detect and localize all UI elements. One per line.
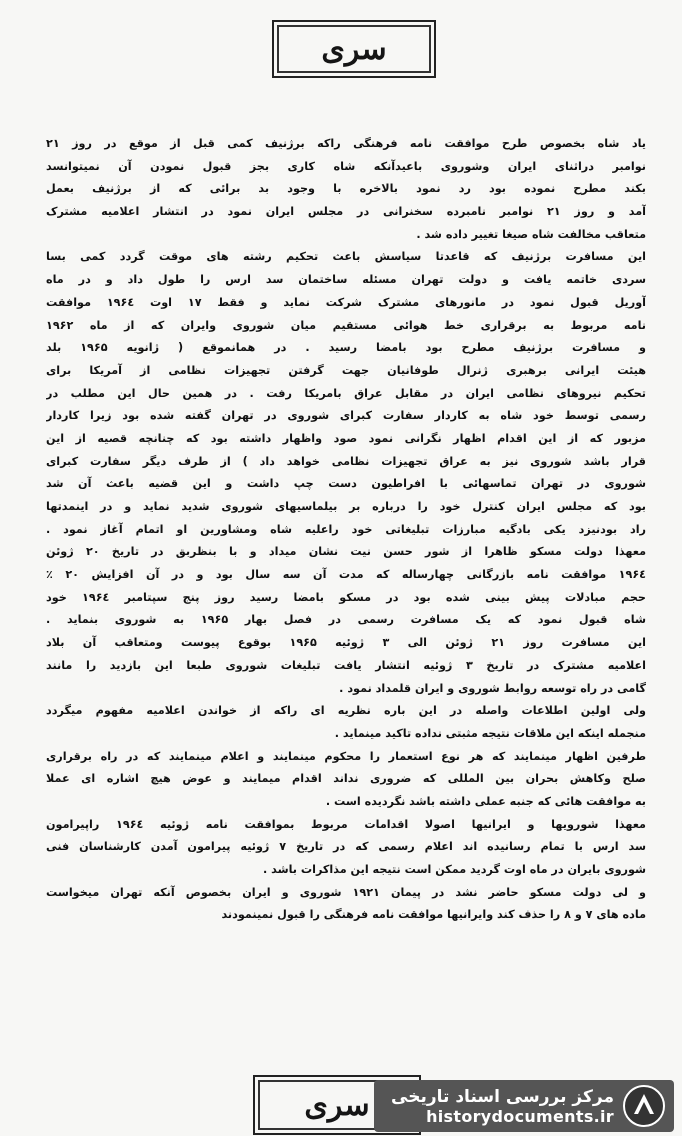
document-line: صلح وکاهش بحران بین المللی که ضروری نداند اقدام میمایند و عوض هیچ اشاره ای عملا <box>46 772 646 786</box>
document-line: ولی اولین اطلاعات واصله در این باره نظریه ای راکه از خواندن اعلامیه مفهوم میگردد <box>46 704 646 718</box>
document-line: آوریل قبول نمود در مانورهای مشترک شرکت نماید و فقط ۱۷ اوت ۱۹۶٤ موافقت <box>46 295 646 309</box>
document-line: ماده های ۷ و ۸ را حذف کند وایرانیها موافقت نامه فرهنگی را قبول نمینمودند <box>221 908 646 922</box>
document-line: بود که مجلس ایران کنترل خود را درباره بر بیلماسیهای شوروی شدید نماید و در اینمدتها <box>46 500 646 513</box>
document-line: شوروی در تهران تماسهائی با افراطیون دست چپ داشت و این قضیه باعث آن شد <box>46 477 646 491</box>
document-line: طرفین اظهار مینمایند که هر نوع استعمار را محکوم مینمایند و اعلام مینمایند که در راه برقراری <box>46 749 646 763</box>
document-line: قرار باشد شوروی نیز به عراق تجهیزات نظامی خواهد داد ) از طرف دیگر سفارت کبرای <box>46 454 646 468</box>
document-body <box>46 133 646 1068</box>
document-line: منجمله اینکه این ملاقات نتیجه مثبتی نداده تاکید مینماید . <box>334 726 646 740</box>
document-line: گامی در راه توسعه روابط شوروی و ایران قلمداد نمود . <box>339 681 646 695</box>
document-line: رسمی توسط خود شاه به کاردار سفارت کبرای شوروی در تهران گفته شده بود زیرا کاردار <box>46 409 646 423</box>
document-line: و مسافرت برژنیف مطرح بود بامضا رسید . در همانموقع ( ژانویه ۱۹۶۵ بلد <box>46 341 646 355</box>
document-line: مزبور که از این اقدام اظهار نگرانی نمود صود واظهار داشته بود که چنانچه قصیه از این <box>46 431 646 445</box>
document-line: یاد شاه بخصوص طرح موافقت نامه فرهنگی راکه برژنیف کمی قبل از موقع در روز ۲۱ <box>46 137 646 150</box>
document-line: شاه قبول نمود که یک مسافرت رسمی در فصل بهار ۱۹۶۵ به شوروی بنماید . <box>46 613 646 627</box>
watermark-url: historydocuments.ir <box>426 1106 614 1126</box>
document-line: معهذا دولت مسکو ظاهرا از شور حسن نیت نشان میداد و با بنظربق در تاریخ ۲۰ ژوئن <box>46 545 646 559</box>
document-line: این مسافرت روز ۲۱ ژوئن الی ۳ ژوئیه ۱۹۶۵ بوقوع پیوست ومتعاقب آن بلاد <box>46 636 646 650</box>
watermark-text <box>391 1087 614 1126</box>
classification-stamp-bottom: سری <box>253 1075 421 1135</box>
watermark-title: مرکز بررسی اسناد تاریخی <box>391 1086 614 1107</box>
document-line: نوامبر دراثنای ایران وشوروی باعیدآنکه شاه کاری بجز قبول نمودن آن نمیتوانسد <box>46 159 646 173</box>
document-line: سد ارس با تمام رسانیده اند اعلام رسمی که در تاریخ ۷ ژوئیه پیرامون آمدن کارشناسان فنی <box>46 840 646 854</box>
document-line: معهذا شورویها و ایرانیها اصولا اقدامات مربوط بموافقت نامه ژوئیه ۱۹۶٤ راپیرامون <box>46 817 646 831</box>
archive-logo-icon <box>622 1084 666 1128</box>
document-line: شوروی بایران در ماه اوت گردید ممکن است نتیجه این مذاکرات باشد . <box>262 863 646 876</box>
document-line: بکند مطرح نموده بود رد نمود بالاخره با وجود بد برائی که از برژنیف بعمل <box>46 182 646 196</box>
document-line: اعلامیه مشترک در تاریخ ۳ ژوئیه انتشار یافت تبلیغات شوروی طبعا این بازدید را مانند <box>46 658 646 672</box>
document-line: آمد و روز ۲۱ نوامبر نامبرده سخنرانی در مجلس ایران نمود در انتشار اعلامیه مشترک <box>46 205 646 219</box>
classification-stamp-top: سری <box>272 20 436 78</box>
archive-watermark <box>374 1080 674 1132</box>
document-line: سردی خاتمه یافت و دولت تهران مسئله ساختمان سد ارس را طول داد و در ماه <box>46 273 646 287</box>
document-line: حجم مبادلات پیش بینی شده بود در مسکو بامضا رسید روز پنج سپتامبر ۱۹۶٤ خود <box>46 590 646 604</box>
document-line: راد بودنیزد یکی بادگیه مبارزات تبلیغاتی خود راعلیه شاه ومشاورین او اتمام آغاز نمود . <box>46 522 646 536</box>
document-line: و لی دولت مسکو حاضر نشد در پیمان ۱۹۲۱ شوروی و ایران بخصوص آنکه تهران میخواست <box>46 885 646 899</box>
document-line: تحکیم نیروهای نظامی ایران در مقابل عراق بامریکا رفت . در همین حال این مطلب در <box>46 386 646 400</box>
document-line: متعاقب مخالفت شاه صیغا تغییر داده شد . <box>416 227 646 241</box>
document-line: هیئت ایرانی برهبری ژنرال طوفانیان جهت گرفتن تجهیزات نظامی از آمریکا برای <box>46 363 646 377</box>
document-line: ۱۹۶٤ موافقت نامه بازرگانی چهارساله که مدت آن سه سال بود و در آن افزایش ۲۰ ٪ <box>46 568 646 582</box>
document-line: نامه مربوط به برقراری خط هوائی مستقیم میان شوروی وایران که از ماه ۱۹۶۲ <box>46 318 646 332</box>
document-line: این مسافرت برژنیف که قاعدتا سیاسش باعث تحکیم رشته های موقت گردد کمی بسا <box>46 250 646 264</box>
document-line: به موافقت هائی که جنبه عملی داشته باشد نگردیده است . <box>325 794 646 808</box>
